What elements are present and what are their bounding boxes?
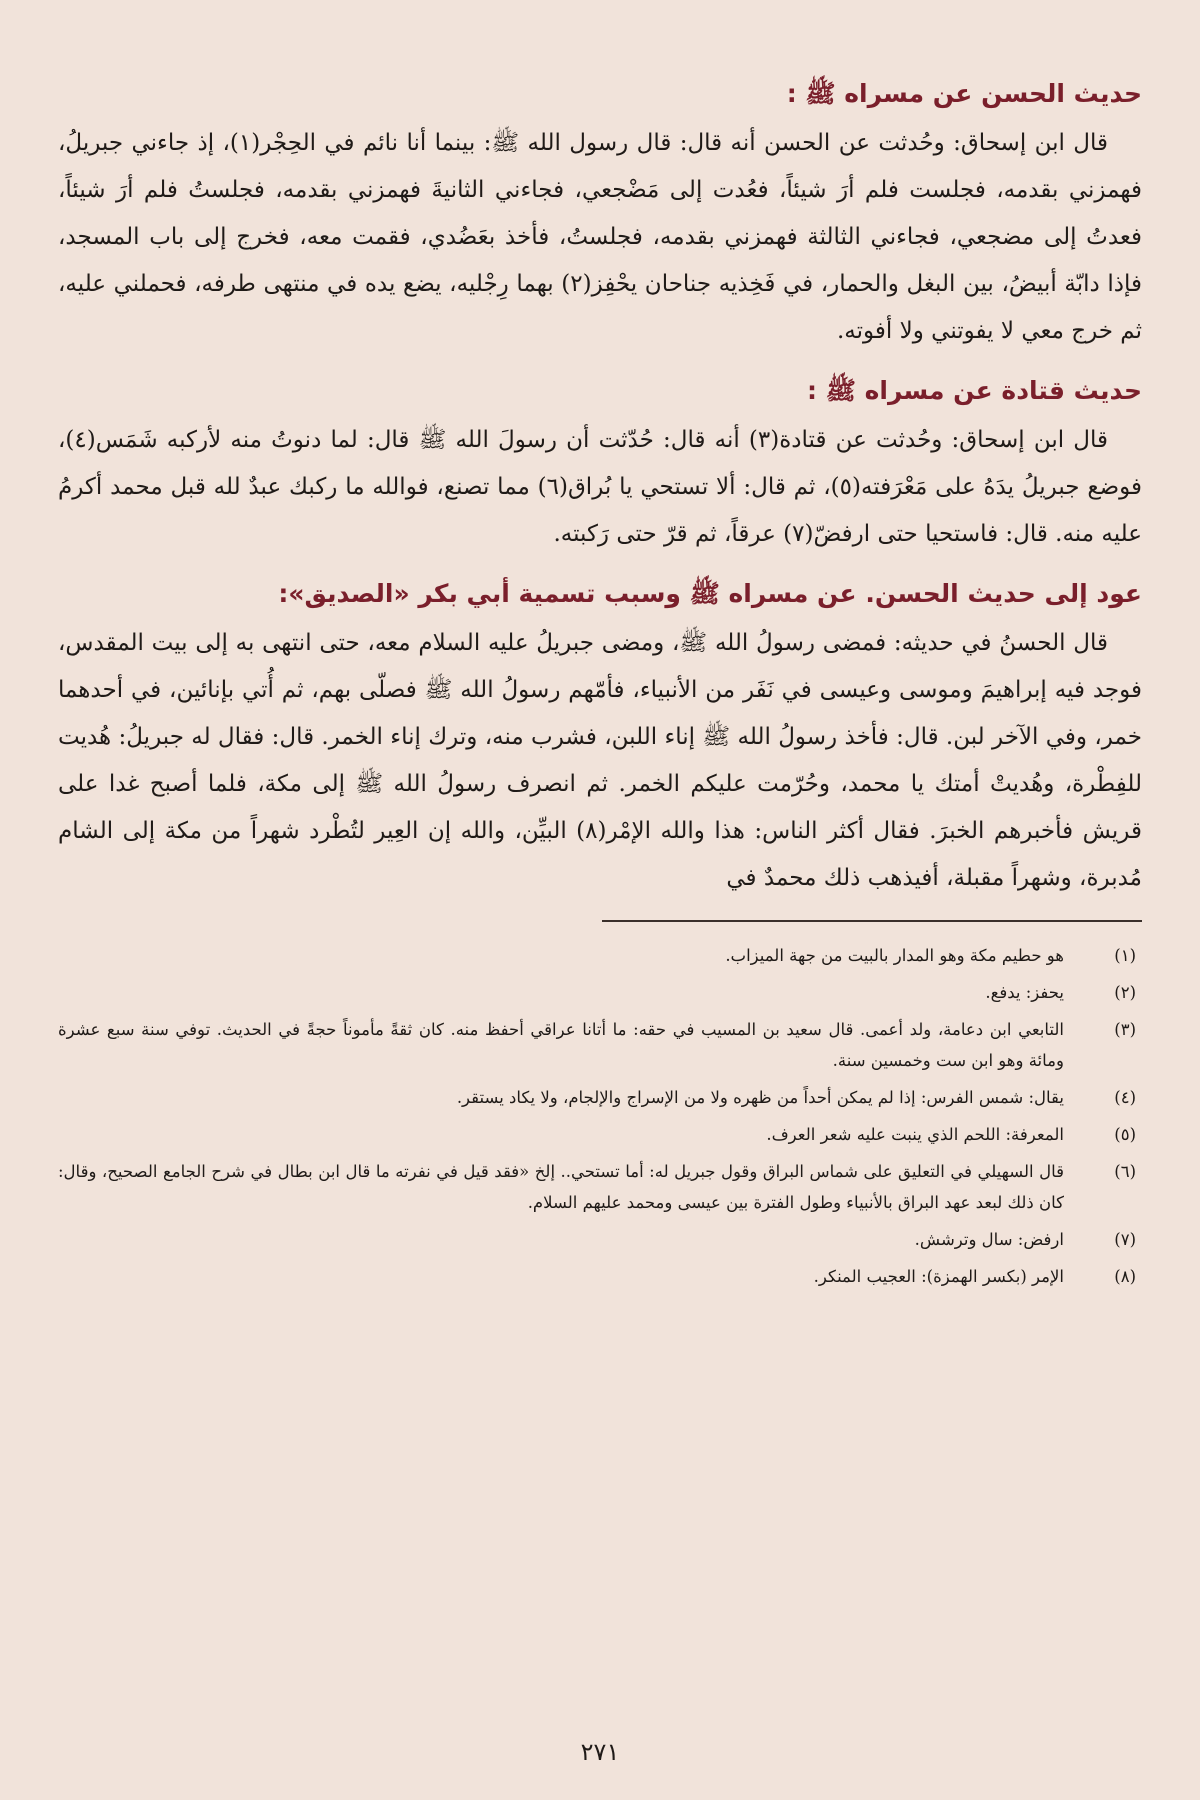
footnote-item	[58, 1082, 1142, 1113]
footnote-item	[58, 1156, 1142, 1218]
footnote-number: (٣)	[1114, 1020, 1136, 1039]
section-body	[58, 620, 1142, 902]
footnote-number: (٨)	[1114, 1267, 1136, 1286]
footnote-text: ارفض: سال وترشش.	[914, 1230, 1064, 1249]
page-number: ٢٧١	[580, 1738, 620, 1766]
footnote-item	[58, 977, 1142, 1008]
footnote-item	[58, 1261, 1142, 1292]
section-body-text: قال الحسنُ في حديثه: فمضى رسولُ الله ﷺ، ومضى جبريلُ عليه السلام معه، حتى انتهى به إلى بيت المقدس، فوجد فيه إبراهيمَ وموسى وعيسى في نَفَر من الأنبياء، فأمّهم رسولُ الله ﷺ فصلّى بهم، ثم أُتي بإنائين، في أحدهما خمر، وفي الآخر لبن. قال: فأخذ رسولُ الله ﷺ إناء اللبن، فشرب منه، وترك إناء الخمر. قال: فقال له جبريلُ: هُديت للفِطْرة، وهُديتْ أمتك يا محمد، وحُرّمت عليكم الخمر. ثم انصرف رسولُ الله ﷺ إلى مكة، فلما أصبح غدا على قريش فأخبرهم الخبرَ. فقال أكثر الناس: هذا والله الإمْر(٨) البيِّن، والله إن العِير لتُطْرد شهراً من مكة إلى الشام مُدبرة، وشهراً مقبلة، أفيذهب ذلك محمدٌ في	[58, 630, 1142, 891]
footnote-text: المعرفة: اللحم الذي ينبت عليه شعر العرف.	[766, 1125, 1064, 1144]
footnote-item	[58, 1224, 1142, 1255]
footnote-text: يحفز: يدفع.	[985, 983, 1064, 1002]
footnote-number: (٦)	[1114, 1162, 1136, 1181]
footnote-number: (٥)	[1114, 1125, 1136, 1144]
section-body	[58, 120, 1142, 355]
section-body-text: قال ابن إسحاق: وحُدثت عن الحسن أنه قال: قال رسول الله ﷺ: بينما أنا نائم في الحِجْر(١)، إذ جاءني جبريلُ، فهمزني بقدمه، فجلست فلم أرَ شيئاً، فعُدت إلى مَضْجعي، فجاءني الثانيةَ فهمزني بقدمه، فجلستُ فلم أرَ شيئاً، فعدتُ إلى مضجعي، فجاءني الثالثة فهمزني بقدمه، فجلستُ، فأخذ بعَضُدي، فقمت معه، فخرج إلى باب المسجد، فإذا دابّة أبيضُ، بين البغل والحمار، في فَخِذيه جناحان يحْفِز(٢) بهما رِجْليه، يضع يده في منتهى طرفه، فحملني عليه، ثم خرج معي لا يفوتني ولا أفوته.	[58, 130, 1142, 344]
footnote-text: الإمر (بكسر الهمزة): العجيب المنكر.	[813, 1267, 1064, 1286]
footnote-text: قال السهيلي في التعليق على شماس البراق وقول جبريل له: أما تستحي.. إلخ «فقد قيل في نفرته ما قال ابن بطال في شرح الجامع الصحيح، وقال: كان ذلك لبعد عهد البراق بالأنبياء وطول الفترة بين عيسى ومحمد عليهم السلام.	[58, 1162, 1064, 1212]
footnote-number: (١)	[1114, 946, 1136, 965]
section-hasan	[58, 72, 1142, 355]
section-body	[58, 417, 1142, 558]
footnote-item	[58, 940, 1142, 971]
footnote-number: (٢)	[1114, 983, 1136, 1002]
footnote-number: (٧)	[1114, 1230, 1136, 1249]
footnote-item	[58, 1014, 1142, 1076]
section-return-hasan	[58, 572, 1142, 902]
footnotes	[58, 940, 1142, 1292]
section-heading: حديث قتادة عن مسراه ﷺ :	[807, 376, 1142, 405]
footnote-text: يقال: شمس الفرس: إذا لم يمكن أحداً من ظهره ولا من الإسراج والإلجام، ولا يكاد يستقر.	[456, 1088, 1064, 1107]
section-heading: عود إلى حديث الحسن. عن مسراه ﷺ وسبب تسمية أبي بكر «الصديق»:	[278, 579, 1142, 608]
section-qatada	[58, 369, 1142, 558]
footnote-divider	[602, 920, 1142, 922]
footnote-number: (٤)	[1114, 1088, 1136, 1107]
section-heading: حديث الحسن عن مسراه ﷺ :	[786, 79, 1142, 108]
footnote-text: هو حطيم مكة وهو المدار بالبيت من جهة الميزاب.	[725, 946, 1064, 965]
footnote-text: التابعي ابن دعامة، ولد أعمى. قال سعيد بن المسيب في حقه: ما أتانا عراقي أحفظ منه. كان ثقةً مأموناً حجةً في الحديث. توفي سنة سبع عشرة ومائة وهو ابن ست وخمسين سنة.	[58, 1020, 1064, 1070]
footnote-item	[58, 1119, 1142, 1150]
section-body-text: قال ابن إسحاق: وحُدثت عن قتادة(٣) أنه قال: حُدّثت أن رسولَ الله ﷺ قال: لما دنوتُ منه لأركبه شَمَس(٤)، فوضع جبريلُ يدَهُ على مَعْرَفته(٥)، ثم قال: ألا تستحي يا بُراق(٦) مما تصنع، فوالله ما ركبك عبدٌ لله قبل محمد أكرمُ عليه منه. قال: فاستحيا حتى ارفضّ(٧) عرقاً، ثم قرّ حتى رَكبته.	[58, 427, 1142, 547]
